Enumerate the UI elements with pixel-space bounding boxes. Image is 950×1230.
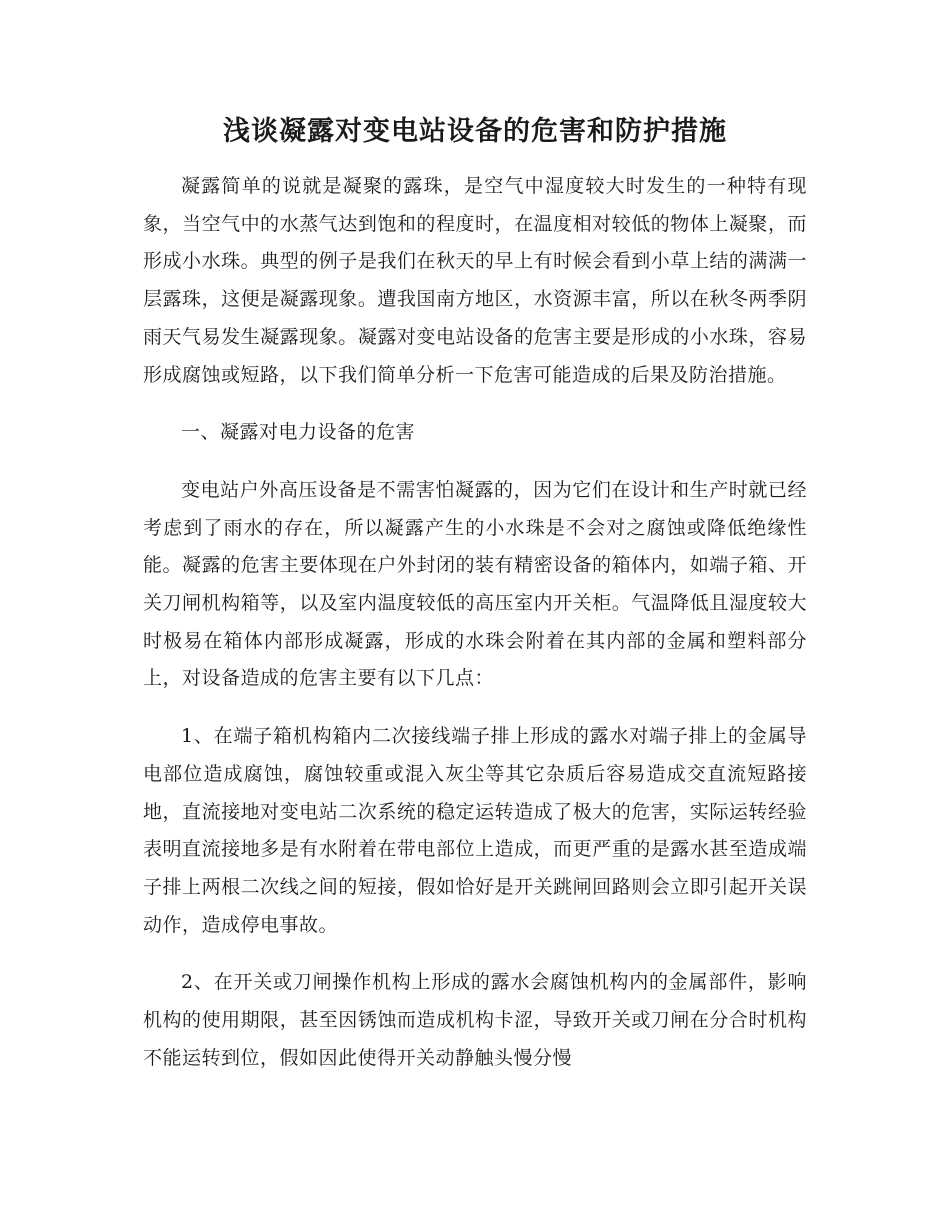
document-page <box>143 108 807 1077</box>
section-heading-hazards: 一、凝露对电力设备的危害 <box>181 421 416 444</box>
paragraph-item-2: 2、在开关或刀闸操作机构上形成的露水会腐蚀机构内的金属部件，影响机构的使用期限，甚至因锈蚀而造成机构卡涩，导致开关或刀闸在分合时机构不能运转到位，假如因此使得开关动静触头慢分慢 <box>143 971 807 1069</box>
paragraph-outdoor-equipment: 变电站户外高压设备是不需害怕凝露的，因为它们在设计和生产时就已经考虑到了雨水的存在，所以凝露产生的小水珠是不会对之腐蚀或降低绝缘性能。凝露的危害主要体现在户外封闭的装有精密设备的箱体内，如端子箱、开关刀闸机构箱等，以及室内温度较低的高压室内开关柜。气温降低且湿度较大时极易在箱体内部形成凝露，形成的水珠会附着在其内部的金属和塑料部分上，对设备造成的危害主要有以下几点： <box>143 478 807 690</box>
paragraph-intro: 凝露简单的说就是凝聚的露珠，是空气中湿度较大时发生的一种特有现象，当空气中的水蒸气达到饱和的程度时，在温度相对较低的物体上凝聚，而形成小水珠。典型的例子是我们在秋天的早上有时候会看到小草上结的满满一层露珠，这便是凝露现象。遭我国南方地区，水资源丰富，所以在秋冬两季阴雨天气易发生凝露现象。凝露对变电站设备的危害主要是形成的小水珠，容易形成腐蚀或短路，以下我们简单分析一下危害可能造成的后果及防治措施。 <box>143 175 807 386</box>
document-title: 浅谈凝露对变电站设备的危害和防护措施 <box>223 116 727 147</box>
paragraph-item-1: 1、在端子箱机构箱内二次接线端子排上形成的露水对端子排上的金属导电部位造成腐蚀，腐蚀较重或混入灰尘等其它杂质后容易造成交直流短路接地，直流接地对变电站二次系统的稳定运转造成了极大的危害，实际运转经验表明直流接地多是有水附着在带电部位上造成，而更严重的是露水甚至造成端子排上两根二次线之间的短接，假如恰好是开关跳闸回路则会立即引起开关误动作，造成停电事故。 <box>143 725 807 936</box>
